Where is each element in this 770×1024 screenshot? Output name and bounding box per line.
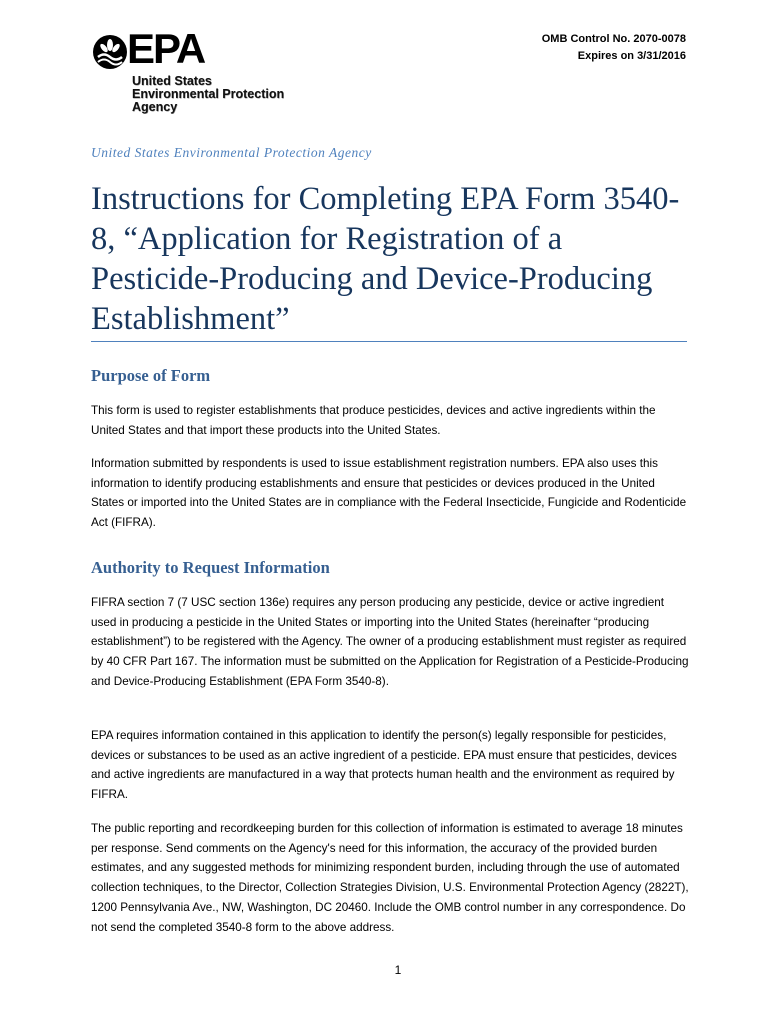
section-heading-purpose: Purpose of Form (91, 366, 211, 385)
paragraph: FIFRA section 7 (7 USC section 136e) requires any person producing any pesticide, device or active ingredient used in producing a pesticide in the United States or importing into the United States (hereinafter “producing establishment”) to be registered with the Agency. The owner of a producing establishment must register as required by 40 CFR Part 167. The information must be submitted on the Application for Registration of a Pesticide-Producing and Device-Producing Establishment (EPA Form 3540-8). (91, 596, 689, 688)
title-divider (91, 341, 687, 342)
paragraph: Information submitted by respondents is used to issue establishment registration numbers. EPA also uses this information to identify producing establishments and ensure that pesticides or devices produced in the United States or imported into the United States are in compliance with the Federal Insecticide, Fungicide and Rodenticide Act (FIFRA). (91, 457, 687, 530)
epa-logo (91, 25, 301, 114)
section-heading-authority: Authority to Request Information (91, 558, 330, 577)
omb-expiration: Expires on 3/31/2016 (577, 50, 686, 62)
logo-agency-line: Environmental Protection (132, 87, 285, 101)
epa-flower-icon (91, 33, 129, 71)
logo-agency-line: Agency (132, 100, 178, 114)
document-title: Instructions for Completing EPA Form 3540-8, “Application for Registration of a Pesticide-Producing and Device-Producing Establishment” (91, 181, 680, 337)
paragraph: This form is used to register establishments that produce pesticides, devices and active ingredients within the United States and that import these products into the United States. (91, 404, 656, 437)
omb-header (542, 31, 686, 65)
logo-agency-line: United States (132, 74, 212, 88)
epa-wordmark: EPA (127, 25, 205, 72)
page-number: 1 (394, 963, 402, 977)
omb-control-number: OMB Control No. 2070-0078 (541, 33, 686, 45)
paragraph: The public reporting and recordkeeping burden for this collection of information is estimated to average 18 minutes per response. Send comments on the Agency's need for this information, the accuracy of the provided burden estimates, and any suggested methods for minimizing respondent burden, including through the use of automated collection techniques, to the Director, Collection Strategies Division, U.S. Environmental Protection Agency (2822T), 1200 Pennsylvania Ave., NW, Washington, DC 20460. Include the OMB control number in any correspondence. Do not send the completed 3540-8 form to the above address. (91, 822, 689, 934)
agency-name: United States Environmental Protection Agency (91, 145, 372, 160)
logo-agency-name (132, 75, 284, 114)
paragraph: EPA requires information contained in this application to identify the person(s) legally responsible for pesticides, devices or substances to be used as an active ingredient of a pesticide. EPA must ensure that pesticides, devices and active ingredients are manufactured in a way that protects human health and the environment as required by FIFRA. (91, 729, 677, 802)
